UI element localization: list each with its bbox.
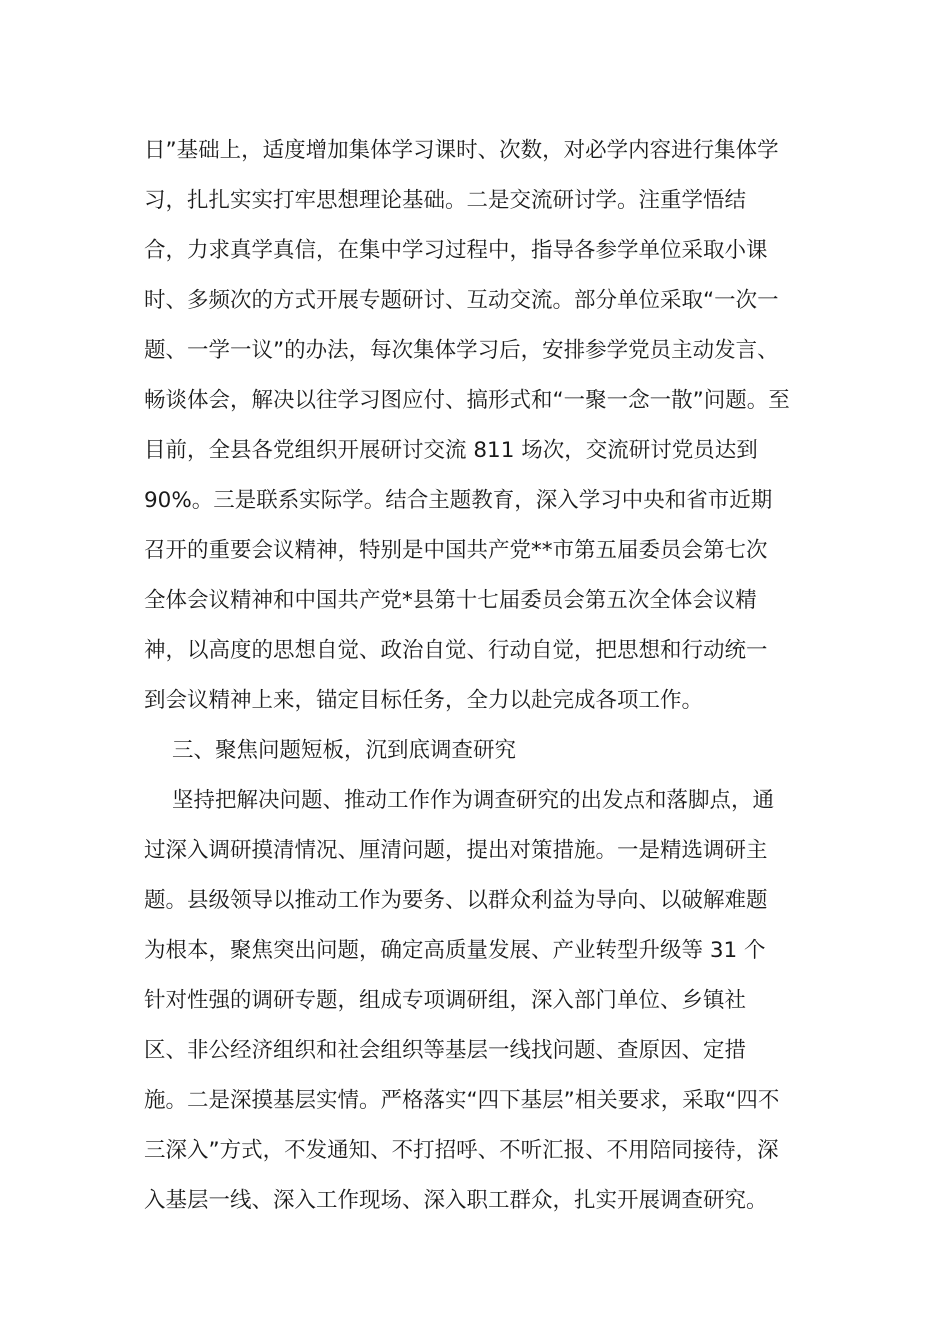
text-line: 施。二是深摸基层实情。严格落实“四下基层”相关要求，采取“四不 <box>144 1088 780 1113</box>
text-line: 到会议精神上来，锚定目标任务，全力以赴完成各项工作。 <box>144 688 704 713</box>
text-line: 召开的重要会议精神，特别是中国共产党**市第五届委员会第七次 <box>144 538 768 563</box>
text-line: 为根本，聚焦突出问题，确定高质量发展、产业转型升级等 31 个 <box>144 938 766 963</box>
text-line: 习，扎扎实实打牢思想理论基础。二是交流研讨学。注重学悟结 <box>144 188 747 213</box>
text-line: 坚持把解决问题、推动工作作为调查研究的出发点和落脚点，通 <box>172 788 775 813</box>
body-text <box>144 126 824 1226</box>
text-line: 三深入”方式，不发通知、不打招呼、不听汇报、不用陪同接待，深 <box>144 1138 779 1163</box>
text-line: 日”基础上，适度增加集体学习课时、次数，对必学内容进行集体学 <box>144 138 779 163</box>
section-heading: 三、聚焦问题短板，沉到底调查研究 <box>172 738 517 763</box>
text-line: 90%。三是联系实际学。结合主题教育，深入学习中央和省市近期 <box>144 488 773 513</box>
text-line: 题。县级领导以推动工作为要务、以群众利益为导向、以破解难题 <box>144 888 768 913</box>
text-line: 合，力求真学真信，在集中学习过程中，指导各参学单位采取小课 <box>144 238 768 263</box>
text-line: 针对性强的调研专题，组成专项调研组，深入部门单位、乡镇社 <box>144 988 747 1013</box>
text-line: 目前，全县各党组织开展研讨交流 811 场次，交流研讨党员达到 <box>144 438 758 463</box>
text-line: 区、非公经济组织和社会组织等基层一线找问题、查原因、定措 <box>144 1038 747 1063</box>
text-line: 畅谈体会，解决以往学习图应付、搞形式和“一聚一念一散”问题。至 <box>144 388 790 413</box>
text-line: 题、一学一议”的办法，每次集体学习后，安排参学党员主动发言、 <box>144 338 779 363</box>
text-line: 时、多频次的方式开展专题研讨、互动交流。部分单位采取“一次一 <box>144 288 779 313</box>
text-line: 过深入调研摸清情况、厘清问题，提出对策措施。一是精选调研主 <box>144 838 768 863</box>
text-line: 神，以高度的思想自觉、政治自觉、行动自觉，把思想和行动统一 <box>144 638 768 663</box>
text-line: 全体会议精神和中国共产党*县第十七届委员会第五次全体会议精 <box>144 588 757 613</box>
text-line: 入基层一线、深入工作现场、深入职工群众，扎实开展调查研究。 <box>144 1188 768 1213</box>
